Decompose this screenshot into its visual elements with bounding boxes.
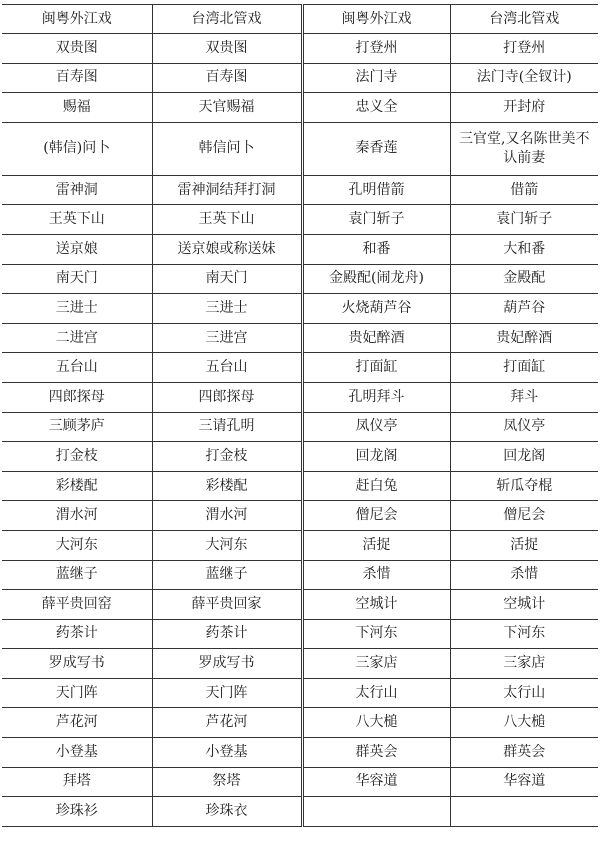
cell-minyue-1: 小登基	[2, 738, 152, 768]
cell-taiwan-1: 蓝继子	[152, 560, 302, 590]
cell-minyue-1: 拜塔	[2, 767, 152, 797]
table-body	[2, 34, 598, 827]
cell-taiwan-1: 彩楼配	[152, 471, 302, 501]
cell-taiwan-2: 太行山	[450, 678, 598, 708]
cell-minyue-2: 袁门斩子	[302, 205, 450, 235]
cell-minyue-1: 罗成写书	[2, 649, 152, 679]
opera-comparison-table	[2, 4, 598, 827]
table-row	[2, 560, 598, 590]
cell-minyue-2	[302, 797, 450, 827]
cell-minyue-1: 四郎探母	[2, 382, 152, 412]
cell-taiwan-2: 下河东	[450, 619, 598, 649]
cell-taiwan-2: 三官堂,又名陈世美不认前妻	[450, 122, 598, 175]
cell-taiwan-1: 韩信问卜	[152, 122, 302, 175]
cell-taiwan-2: 僧尼会	[450, 501, 598, 531]
cell-taiwan-1: 天门阵	[152, 678, 302, 708]
cell-minyue-1: 五台山	[2, 353, 152, 383]
cell-taiwan-2: 袁门斩子	[450, 205, 598, 235]
cell-taiwan-1: 四郎探母	[152, 382, 302, 412]
cell-minyue-2: 下河东	[302, 619, 450, 649]
cell-minyue-1: 蓝继子	[2, 560, 152, 590]
cell-taiwan-2: 八大槌	[450, 708, 598, 738]
table-row	[2, 530, 598, 560]
cell-minyue-1: 王英下山	[2, 205, 152, 235]
cell-taiwan-2: 杀惜	[450, 560, 598, 590]
cell-minyue-1: 二进宫	[2, 323, 152, 353]
cell-taiwan-1: 罗成写书	[152, 649, 302, 679]
header-cell-minyue-1: 闽粤外江戏	[2, 5, 152, 34]
cell-taiwan-2: 三家店	[450, 649, 598, 679]
cell-minyue-1: 芦花河	[2, 708, 152, 738]
cell-minyue-1: 珍珠衫	[2, 797, 152, 827]
cell-minyue-2: 赶白兔	[302, 471, 450, 501]
table-row	[2, 122, 598, 175]
header-cell-taiwan-1: 台湾北管戏	[152, 5, 302, 34]
cell-taiwan-1: 祭塔	[152, 767, 302, 797]
cell-minyue-2: 忠义全	[302, 93, 450, 123]
cell-minyue-2: 回龙阁	[302, 442, 450, 472]
cell-taiwan-1: 三请孔明	[152, 412, 302, 442]
cell-taiwan-1: 珍珠衣	[152, 797, 302, 827]
header-row	[2, 5, 598, 34]
cell-minyue-2: 和番	[302, 234, 450, 264]
cell-taiwan-2: 空城计	[450, 590, 598, 620]
table-row	[2, 205, 598, 235]
cell-minyue-1: 渭水河	[2, 501, 152, 531]
cell-minyue-2: 僧尼会	[302, 501, 450, 531]
cell-minyue-2: 孔明借箭	[302, 175, 450, 205]
cell-taiwan-1: 小登基	[152, 738, 302, 768]
cell-taiwan-1: 药茶计	[152, 619, 302, 649]
cell-minyue-1: 大河东	[2, 530, 152, 560]
table-row	[2, 353, 598, 383]
cell-taiwan-1: 打金枝	[152, 442, 302, 472]
cell-taiwan-2: 开封府	[450, 93, 598, 123]
cell-minyue-1: 送京娘	[2, 234, 152, 264]
cell-taiwan-2: 回龙阁	[450, 442, 598, 472]
table-row	[2, 590, 598, 620]
table-row	[2, 767, 598, 797]
table-row	[2, 649, 598, 679]
table-row	[2, 234, 598, 264]
cell-taiwan-2: 群英会	[450, 738, 598, 768]
cell-minyue-2: 太行山	[302, 678, 450, 708]
cell-taiwan-2: 活捉	[450, 530, 598, 560]
table-row	[2, 442, 598, 472]
cell-taiwan-1: 薛平贵回家	[152, 590, 302, 620]
cell-taiwan-2: 打登州	[450, 34, 598, 64]
cell-taiwan-2: 拜斗	[450, 382, 598, 412]
cell-minyue-2: 群英会	[302, 738, 450, 768]
cell-minyue-1: 百寿图	[2, 63, 152, 93]
cell-taiwan-2: 斩瓜夺棍	[450, 471, 598, 501]
cell-taiwan-1: 南天门	[152, 264, 302, 294]
header-cell-minyue-2: 闽粤外江戏	[302, 5, 450, 34]
table-row	[2, 501, 598, 531]
cell-taiwan-2: 华容道	[450, 767, 598, 797]
cell-taiwan-1: 大河东	[152, 530, 302, 560]
cell-minyue-2: 打登州	[302, 34, 450, 64]
cell-minyue-2: 打面缸	[302, 353, 450, 383]
cell-minyue-1: 药茶计	[2, 619, 152, 649]
header-cell-taiwan-2: 台湾北管戏	[450, 5, 598, 34]
cell-minyue-1: (韩信)问卜	[2, 122, 152, 175]
table-row	[2, 619, 598, 649]
cell-minyue-2: 法门寺	[302, 63, 450, 93]
cell-taiwan-2: 借箭	[450, 175, 598, 205]
cell-minyue-2: 秦香莲	[302, 122, 450, 175]
cell-minyue-1: 天门阵	[2, 678, 152, 708]
cell-minyue-1: 南天门	[2, 264, 152, 294]
cell-taiwan-2: 金殿配	[450, 264, 598, 294]
cell-minyue-2: 三家店	[302, 649, 450, 679]
table-row	[2, 738, 598, 768]
cell-minyue-2: 八大槌	[302, 708, 450, 738]
cell-minyue-2: 华容道	[302, 767, 450, 797]
table-row	[2, 708, 598, 738]
cell-taiwan-1: 送京娘或称送妹	[152, 234, 302, 264]
cell-minyue-2: 空城计	[302, 590, 450, 620]
cell-minyue-2: 凤仪亭	[302, 412, 450, 442]
cell-minyue-1: 打金枝	[2, 442, 152, 472]
cell-minyue-1: 彩楼配	[2, 471, 152, 501]
table-row	[2, 471, 598, 501]
cell-minyue-1: 赐福	[2, 93, 152, 123]
cell-taiwan-1: 三进宫	[152, 323, 302, 353]
cell-minyue-1: 双贵图	[2, 34, 152, 64]
cell-minyue-2: 活捉	[302, 530, 450, 560]
cell-taiwan-2	[450, 797, 598, 827]
cell-taiwan-1: 雷神洞结拜打洞	[152, 175, 302, 205]
cell-minyue-2: 孔明拜斗	[302, 382, 450, 412]
table-row	[2, 93, 598, 123]
table-row	[2, 175, 598, 205]
cell-minyue-1: 三进士	[2, 294, 152, 324]
table-row	[2, 34, 598, 64]
cell-taiwan-1: 天官赐福	[152, 93, 302, 123]
cell-minyue-1: 雷神洞	[2, 175, 152, 205]
table-row	[2, 63, 598, 93]
table-row	[2, 412, 598, 442]
cell-taiwan-2: 大和番	[450, 234, 598, 264]
table-row	[2, 678, 598, 708]
cell-taiwan-2: 法门寺(全钗计)	[450, 63, 598, 93]
cell-taiwan-2: 凤仪亭	[450, 412, 598, 442]
table-row	[2, 797, 598, 827]
table-row	[2, 323, 598, 353]
table-row	[2, 382, 598, 412]
cell-taiwan-1: 双贵图	[152, 34, 302, 64]
table-row	[2, 264, 598, 294]
table-row	[2, 294, 598, 324]
cell-minyue-2: 火烧葫芦谷	[302, 294, 450, 324]
cell-taiwan-2: 打面缸	[450, 353, 598, 383]
cell-minyue-1: 三顾茅庐	[2, 412, 152, 442]
cell-taiwan-1: 三进士	[152, 294, 302, 324]
cell-taiwan-1: 五台山	[152, 353, 302, 383]
cell-minyue-2: 金殿配(闹龙舟)	[302, 264, 450, 294]
cell-minyue-2: 杀惜	[302, 560, 450, 590]
cell-taiwan-1: 渭水河	[152, 501, 302, 531]
cell-minyue-2: 贵妃醉酒	[302, 323, 450, 353]
cell-taiwan-2: 贵妃醉酒	[450, 323, 598, 353]
cell-taiwan-1: 百寿图	[152, 63, 302, 93]
cell-taiwan-2: 葫芦谷	[450, 294, 598, 324]
cell-taiwan-1: 芦花河	[152, 708, 302, 738]
cell-minyue-1: 薛平贵回窑	[2, 590, 152, 620]
cell-taiwan-1: 王英下山	[152, 205, 302, 235]
